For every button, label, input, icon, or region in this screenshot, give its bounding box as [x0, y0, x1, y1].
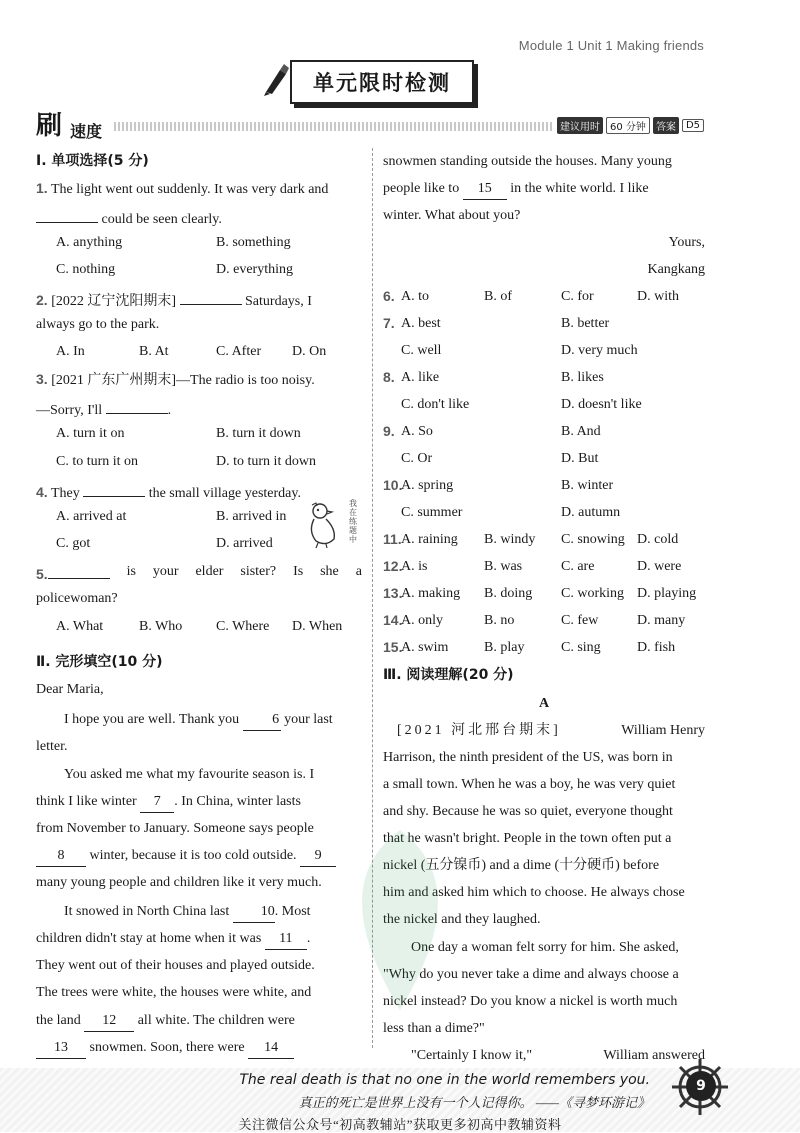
q5-line1: [36, 558, 362, 585]
cloze-blank-7[interactable]: 7: [140, 792, 174, 813]
cloze-9-option-b[interactable]: B. And: [561, 424, 601, 439]
cloze-8-option-b[interactable]: B. likes: [561, 370, 604, 385]
cloze-line-10: They went out of their houses and played outside.: [36, 958, 315, 973]
q1-option-c[interactable]: C. nothing: [56, 262, 116, 277]
cloze-text: . Most: [274, 904, 311, 919]
q4-stem-start: They: [50, 486, 80, 501]
cloze-6-option-a[interactable]: A. to: [401, 289, 429, 304]
cloze-text: in the white world. I like: [510, 181, 649, 196]
reading-line-13: [383, 1042, 705, 1069]
q4-option-b[interactable]: B. arrived in: [216, 509, 287, 524]
q5-word-4: sister?: [240, 564, 277, 579]
section-1-heading: Ⅰ. 单项选择(5 分): [36, 153, 149, 169]
q3-option-b[interactable]: B. turn it down: [216, 426, 301, 441]
cloze-12-option-c[interactable]: C. are: [561, 559, 595, 574]
reading-line-9: One day a woman felt sorry for him. She asked,: [411, 940, 679, 955]
cloze-number-10: 10.: [383, 477, 403, 493]
cloze-10-option-a[interactable]: A. spring: [401, 478, 454, 493]
watermark-logo-icon: [300, 820, 500, 1020]
passage-label: A: [538, 696, 550, 711]
cloze-option-row-13: [383, 580, 705, 607]
cloze-9-option-c[interactable]: C. Or: [401, 451, 433, 466]
cloze-option-row-8: [383, 364, 705, 391]
q5-option-c[interactable]: C. Where: [216, 619, 270, 634]
cloze-14-option-c[interactable]: C. few: [561, 613, 599, 628]
cloze-10-option-b[interactable]: B. winter: [561, 478, 614, 493]
cloze-7-option-d[interactable]: D. very much: [561, 343, 638, 358]
cloze-15-option-a[interactable]: A. swim: [401, 640, 449, 655]
cloze-option-row-14: [383, 607, 705, 634]
cloze-line-14: snowmen standing outside the houses. Many young: [383, 154, 672, 169]
cloze-number-13: 13.: [383, 585, 403, 601]
bird-mascot-icon: [300, 497, 352, 549]
cloze-text: snowmen. Soon, there were: [89, 1040, 245, 1055]
time-value: 60 分钟: [606, 117, 650, 134]
cloze-number-6: 6.: [383, 288, 395, 304]
cloze-text: think I like winter: [36, 794, 137, 809]
q5-line2: policewoman?: [36, 591, 118, 606]
q5-option-d[interactable]: D. When: [292, 619, 343, 634]
cloze-blank-6[interactable]: 6: [243, 710, 281, 731]
pen-icon: [260, 62, 290, 96]
cloze-blank-9[interactable]: 9: [300, 846, 336, 867]
cloze-11-option-c[interactable]: C. snowing: [561, 532, 625, 547]
cloze-13-option-a[interactable]: A. making: [401, 586, 461, 601]
q3-number: 3.: [36, 371, 48, 387]
cloze-line-1: [36, 706, 362, 733]
reading-text: William answered: [603, 1048, 705, 1063]
q5-word-2: your: [152, 564, 179, 579]
q3-source: [2021 广东广州期末]: [51, 373, 177, 388]
cloze-text: people like to: [383, 181, 460, 196]
section-3-heading: Ⅲ. 阅读理解(20 分): [383, 667, 514, 683]
q4-option-d[interactable]: D. arrived: [216, 536, 273, 551]
cloze-number-12: 12.: [383, 558, 403, 574]
q5-word-3: elder: [195, 564, 224, 579]
q2-option-a[interactable]: A. In: [56, 344, 85, 359]
cloze-number-8: 8.: [383, 369, 395, 385]
q3-line2: —Sorry, I'll .: [36, 393, 362, 420]
reading-line-1: [383, 717, 705, 744]
cloze-12-option-d[interactable]: D. were: [637, 559, 682, 574]
q4-option-c[interactable]: C. got: [56, 536, 91, 551]
q2-option-d[interactable]: D. On: [292, 344, 327, 359]
cloze-12-option-b[interactable]: B. was: [484, 559, 523, 574]
cloze-6-option-c[interactable]: C. for: [561, 289, 594, 304]
cloze-option-row-12: [383, 553, 705, 580]
cloze-number-7: 7.: [383, 315, 395, 331]
cloze-blank-13[interactable]: 13: [36, 1038, 86, 1059]
q1-blank[interactable]: [36, 202, 98, 223]
brush-label: 刷: [36, 111, 63, 141]
q1-options-row2: [36, 256, 362, 283]
cloze-14-option-a[interactable]: A. only: [401, 613, 443, 628]
q1-stem-end: could be seen clearly.: [101, 212, 222, 227]
cloze-11-option-d[interactable]: D. cold: [637, 532, 679, 547]
cloze-option-row-8: [383, 391, 705, 418]
cloze-10-option-d[interactable]: D. autumn: [561, 505, 621, 520]
cloze-text: your last: [284, 712, 333, 727]
reading-line-5: that he wasn't bright. People in the town often put a: [383, 831, 672, 846]
cloze-text: children didn't stay at home when it was: [36, 931, 262, 946]
cloze-14-option-d[interactable]: D. many: [637, 613, 686, 628]
cloze-text: winter, because it is too cold outside.: [89, 848, 297, 863]
cloze-line-5: from November to January. Someone says people: [36, 821, 314, 836]
time-label: 建议用时: [557, 117, 603, 134]
cloze-option-row-7: [383, 337, 705, 364]
reading-line-2: Harrison, the ninth president of the US, was born in: [383, 750, 673, 765]
q2-stem: Saturdays, I: [245, 294, 312, 309]
q4-blank[interactable]: [83, 476, 145, 497]
cloze-8-option-d[interactable]: D. doesn't like: [561, 397, 642, 412]
reading-source: [2021 河北邢台期末]: [397, 723, 561, 738]
reading-line-3: a small town. When he was a boy, he was very quiet: [383, 777, 676, 792]
bar-stripe: [114, 122, 554, 131]
cloze-number-14: 14.: [383, 612, 403, 628]
cloze-option-row-6: [383, 283, 705, 310]
q3-option-c[interactable]: C. to turn it on: [56, 454, 139, 469]
cloze-text: . In China, winter lasts: [174, 794, 301, 809]
q5-options: [36, 613, 362, 640]
cloze-12-option-a[interactable]: A. is: [401, 559, 428, 574]
q2-source: [2022 辽宁沈阳期末]: [51, 294, 177, 309]
cloze-number-9: 9.: [383, 423, 395, 439]
q5-word-5: Is: [293, 564, 304, 579]
letter-signature: Kangkang: [647, 262, 705, 277]
reading-line-4: and shy. Because he was so quiet, everyone thought: [383, 804, 673, 819]
cloze-option-row-7: [383, 310, 705, 337]
cloze-13-option-b[interactable]: B. doing: [484, 586, 533, 601]
q5-option-a[interactable]: A. What: [56, 619, 104, 634]
cloze-text: I hope you are well. Thank you: [64, 712, 240, 727]
cloze-7-option-b[interactable]: B. better: [561, 316, 610, 331]
q2-line2: always go to the park.: [36, 317, 160, 332]
reading-text: William Henry: [621, 723, 705, 738]
cloze-blank-12[interactable]: 12: [84, 1011, 134, 1032]
cloze-line-3: You asked me what my favourite season is. I: [64, 767, 315, 782]
q5-option-b[interactable]: B. Who: [139, 619, 183, 634]
cloze-15-option-d[interactable]: D. fish: [637, 640, 676, 655]
cloze-option-row-10: [383, 499, 705, 526]
cloze-11-option-a[interactable]: A. raining: [401, 532, 458, 547]
cloze-13-option-c[interactable]: C. working: [561, 586, 624, 601]
cloze-blank-8[interactable]: 8: [36, 846, 86, 867]
cloze-line-13: [36, 1034, 362, 1061]
cloze-text: the land: [36, 1013, 81, 1028]
q3-option-a[interactable]: A. turn it on: [56, 426, 125, 441]
cloze-number-11: 11.: [383, 531, 402, 547]
cloze-15-option-b[interactable]: B. play: [484, 640, 525, 655]
q2-blank[interactable]: [180, 284, 242, 305]
answer-label: 答案: [653, 117, 679, 134]
cloze-13-option-d[interactable]: D. playing: [637, 586, 697, 601]
q5-word-1: is: [126, 564, 136, 579]
q1-line1: [36, 175, 362, 202]
q1-option-d[interactable]: D. everything: [216, 262, 293, 277]
cloze-text: It snowed in North China last: [64, 904, 230, 919]
cloze-7-option-c[interactable]: C. well: [401, 343, 442, 358]
cloze-line-7: many young people and children like it very much.: [36, 875, 322, 890]
cloze-9-option-d[interactable]: D. But: [561, 451, 599, 466]
q2-option-c[interactable]: C. After: [216, 344, 262, 359]
page-number: 9: [686, 1071, 716, 1101]
section-2-heading: Ⅱ. 完形填空(10 分): [36, 654, 163, 670]
cloze-option-row-9: [383, 418, 705, 445]
cloze-option-row-9: [383, 445, 705, 472]
q3-option-d[interactable]: D. to turn it down: [216, 454, 316, 469]
q4-stem-end: the small village yesterday.: [148, 486, 301, 501]
q3-options-row1: [36, 420, 362, 447]
q4-number: 4.: [36, 484, 48, 500]
reading-line-10: "Why do you never take a dime and always choose a: [383, 967, 679, 982]
footer-quote-cn: 真正的死亡是世界上没有一个人记得你。 ——《寻梦环游记》: [298, 1095, 650, 1110]
q1-stem: The light went out suddenly. It was very dark and: [50, 182, 329, 197]
q3-options-row2: [36, 448, 362, 475]
q3-line1: [36, 366, 362, 393]
letter-greeting: Dear Maria,: [36, 682, 104, 697]
cloze-line-11: The trees were white, the houses were white, and: [36, 985, 312, 1000]
cloze-6-option-d[interactable]: D. with: [637, 289, 679, 304]
reading-text: "Certainly I know it,": [411, 1048, 533, 1063]
cloze-line-15: [383, 175, 705, 202]
cloze-option-row-15: [383, 634, 705, 661]
cloze-10-option-c[interactable]: C. summer: [401, 505, 463, 520]
cloze-15-option-c[interactable]: C. sing: [561, 640, 601, 655]
unit-header: Module 1 Unit 1 Making friends: [518, 38, 704, 53]
q1-number: 1.: [36, 180, 48, 196]
reading-line-12: less than a dime?": [383, 1021, 485, 1036]
section-bar: [36, 113, 704, 139]
q2-line1: [36, 284, 362, 311]
q1-line2: [36, 202, 362, 229]
speed-label: 速度: [70, 122, 103, 141]
cloze-blank-11[interactable]: 11: [265, 929, 307, 950]
cloze-line-16: winter. What about you?: [383, 208, 521, 223]
q2-number: 2.: [36, 292, 48, 308]
reading-line-8: the nickel and they laughed.: [383, 912, 541, 927]
q2-options: [36, 338, 362, 365]
q2-option-b[interactable]: B. At: [139, 344, 169, 359]
cloze-option-row-10: [383, 472, 705, 499]
q1-options-row1: [36, 229, 362, 256]
q3-stem: —The radio is too noisy.: [176, 373, 315, 388]
answer-page: D5: [682, 119, 704, 132]
q5-start: [36, 558, 110, 585]
time-info: [557, 117, 704, 134]
cloze-option-row-11: [383, 526, 705, 553]
bird-caption: 我 在 练 题 中: [349, 499, 357, 544]
q1-option-b[interactable]: B. something: [216, 235, 291, 250]
cloze-11-option-b[interactable]: B. windy: [484, 532, 536, 547]
cloze-line-4: [36, 788, 362, 815]
cloze-9-option-a[interactable]: A. So: [401, 424, 433, 439]
cloze-line-2: letter.: [36, 739, 68, 754]
cloze-7-option-a[interactable]: A. best: [401, 316, 441, 331]
cloze-blank-14[interactable]: 14: [248, 1038, 294, 1059]
q5-word-6: she: [320, 564, 339, 579]
q3-blank[interactable]: [106, 393, 168, 414]
q4-option-a[interactable]: A. arrived at: [56, 509, 127, 524]
footer-quote-en: The real death is that no one in the world remembers you.: [239, 1072, 650, 1088]
cloze-blank-15[interactable]: 15: [463, 179, 507, 200]
q5-number: 5.: [36, 566, 48, 582]
cloze-8-option-a[interactable]: A. like: [401, 370, 440, 385]
reading-line-7: him and asked him which to choose. He always chose: [383, 885, 685, 900]
cloze-number-15: 15.: [383, 639, 403, 655]
q1-option-a[interactable]: A. anything: [56, 235, 123, 250]
q3-reply: —Sorry, I'll: [36, 403, 103, 418]
page-title: 单元限时检测: [290, 60, 474, 104]
q5-word-7: a: [355, 564, 362, 579]
reading-line-11: nickel instead? Do you know a nickel is worth much: [383, 994, 678, 1009]
q5-blank[interactable]: [48, 558, 110, 579]
cloze-text: all white. The children were: [137, 1013, 295, 1028]
letter-closing: Yours,: [668, 235, 705, 250]
reading-line-6: nickel (五分镍币) and a dime (十分硬币) before: [383, 858, 660, 873]
cloze-14-option-b[interactable]: B. no: [484, 613, 515, 628]
cloze-6-option-b[interactable]: B. of: [484, 289, 512, 304]
cloze-blank-10[interactable]: 10: [233, 902, 275, 923]
footer-promo: 关注微信公众号“初高教辅站”获取更多初高中教辅资料: [238, 1117, 562, 1132]
cloze-text: .: [306, 931, 311, 946]
cloze-8-option-c[interactable]: C. don't like: [401, 397, 470, 412]
